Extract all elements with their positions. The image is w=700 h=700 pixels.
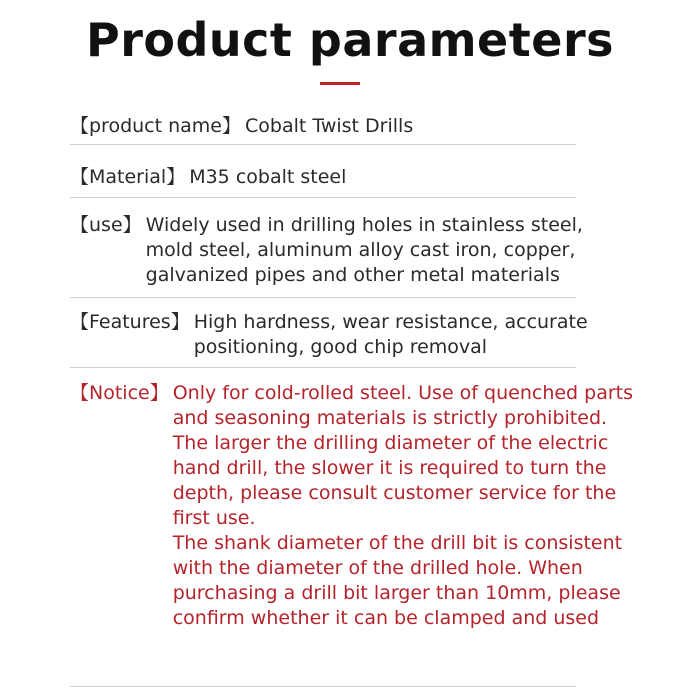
param-row-notice	[70, 381, 640, 631]
param-value-features: High hardness, wear resistance, accurate positioning, good chip removal	[193, 311, 588, 358]
notice-text	[173, 381, 640, 631]
param-row-material	[70, 165, 630, 190]
param-value-material: M35 cobalt steel	[189, 166, 347, 188]
row-divider	[70, 686, 576, 687]
notice-paragraph-shank-diameter: The shank diameter of the drill bit is consistent with the diameter of the drilled hole. When purchasing a drill bit larger than 10mm, please confirm whether it can be clamped and used	[172, 532, 623, 629]
param-label-notice: 【Notice】	[70, 382, 169, 404]
param-label-features: 【Features】	[70, 311, 190, 333]
param-label-use: 【use】	[70, 214, 142, 236]
param-row-product-name	[70, 114, 630, 139]
title-accent-underline	[320, 82, 360, 85]
param-row-features	[70, 310, 630, 360]
param-row-use	[70, 213, 630, 288]
row-divider	[70, 144, 576, 145]
param-value-product-name: Cobalt Twist Drills	[245, 115, 414, 137]
row-divider	[70, 367, 576, 368]
page-title: Product parameters	[85, 13, 615, 67]
param-label-product-name: 【product name】	[70, 115, 242, 137]
param-label-material: 【Material】	[70, 166, 186, 188]
row-divider	[70, 197, 576, 198]
notice-paragraph-cold-rolled: Only for cold-rolled steel. Use of quenched parts and seasoning materials is strictly prohibited.	[172, 382, 634, 429]
param-value-use: Widely used in drilling holes in stainless steel, mold steel, aluminum alloy cast iron, copper, galvanized pipes and other metal materials	[145, 214, 583, 286]
row-divider	[70, 297, 576, 298]
notice-paragraph-drilling-speed: The larger the drilling diameter of the electric hand drill, the slower it is required to turn the depth, please consult customer service for the first use.	[172, 432, 617, 529]
